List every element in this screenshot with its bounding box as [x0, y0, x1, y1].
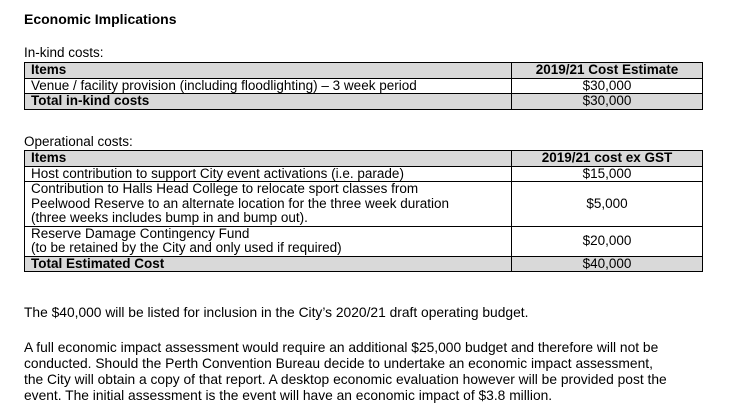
total-value: $30,000 — [512, 94, 703, 110]
table-total-row — [25, 94, 703, 110]
operational-costs-table — [24, 150, 703, 272]
table-row — [25, 182, 703, 227]
row-item-line: Reserve Damage Contingency Fund — [31, 225, 250, 241]
table-row — [25, 78, 703, 94]
row-item — [25, 182, 512, 227]
row-item-line: Peelwood Reserve to an alternate location for the three week duration — [31, 195, 450, 211]
table-header-row — [25, 63, 703, 79]
row-value: $20,000 — [512, 226, 703, 256]
row-item-line: (to be retained by the City and only used if required) — [31, 240, 342, 255]
total-label: Total Estimated Cost — [25, 256, 512, 272]
row-item-line: (three weeks includes bump in and bump out). — [31, 210, 308, 225]
section-heading: Economic Implications — [24, 11, 177, 27]
assessment-line: event. The initial assessment is the event will have an economic impact of $3.8 million. — [24, 388, 553, 403]
inkind-costs-table — [24, 62, 703, 110]
row-value: $15,000 — [512, 166, 703, 182]
table-row — [25, 166, 703, 182]
table-total-row — [25, 256, 703, 272]
table-row — [25, 226, 703, 256]
assessment-line: the City will obtain a copy of that report. A desktop economic evaluation however will be provided post the — [24, 372, 667, 387]
row-item — [25, 226, 512, 256]
row-value: $5,000 — [512, 182, 703, 227]
header-cost-estimate: 2019/21 Cost Estimate — [512, 63, 703, 79]
budget-text: The $40,000 will be listed for inclusion in the City’s 2020/21 draft operating budget. — [24, 305, 529, 320]
total-label: Total in-kind costs — [25, 94, 512, 110]
row-item-line: Host contribution to support City event activations (i.e. parade) — [31, 165, 404, 181]
assessment-line: A full economic impact assessment would require an additional $25,000 budget and therefore will not be — [24, 340, 659, 355]
row-value: $30,000 — [512, 78, 703, 94]
budget-paragraph — [24, 305, 724, 321]
assessment-paragraph — [24, 340, 724, 404]
header-cost-ex-gst: 2019/21 cost ex GST — [512, 151, 703, 167]
table-header-row — [25, 151, 703, 167]
header-items: Items — [25, 63, 512, 79]
row-item: Venue / facility provision (including floodlighting) – 3 week period — [25, 78, 512, 94]
assessment-line: conducted. Should the Perth Convention Bureau decide to undertake an economic impact assessment, — [24, 356, 653, 371]
inkind-caption: In-kind costs: — [24, 45, 104, 60]
row-item-line: Contribution to Halls Head College to relocate sport classes from — [31, 181, 419, 196]
total-value: $40,000 — [512, 256, 703, 272]
row-item — [25, 166, 512, 182]
operational-caption: Operational costs: — [24, 134, 133, 149]
header-items: Items — [25, 151, 512, 167]
